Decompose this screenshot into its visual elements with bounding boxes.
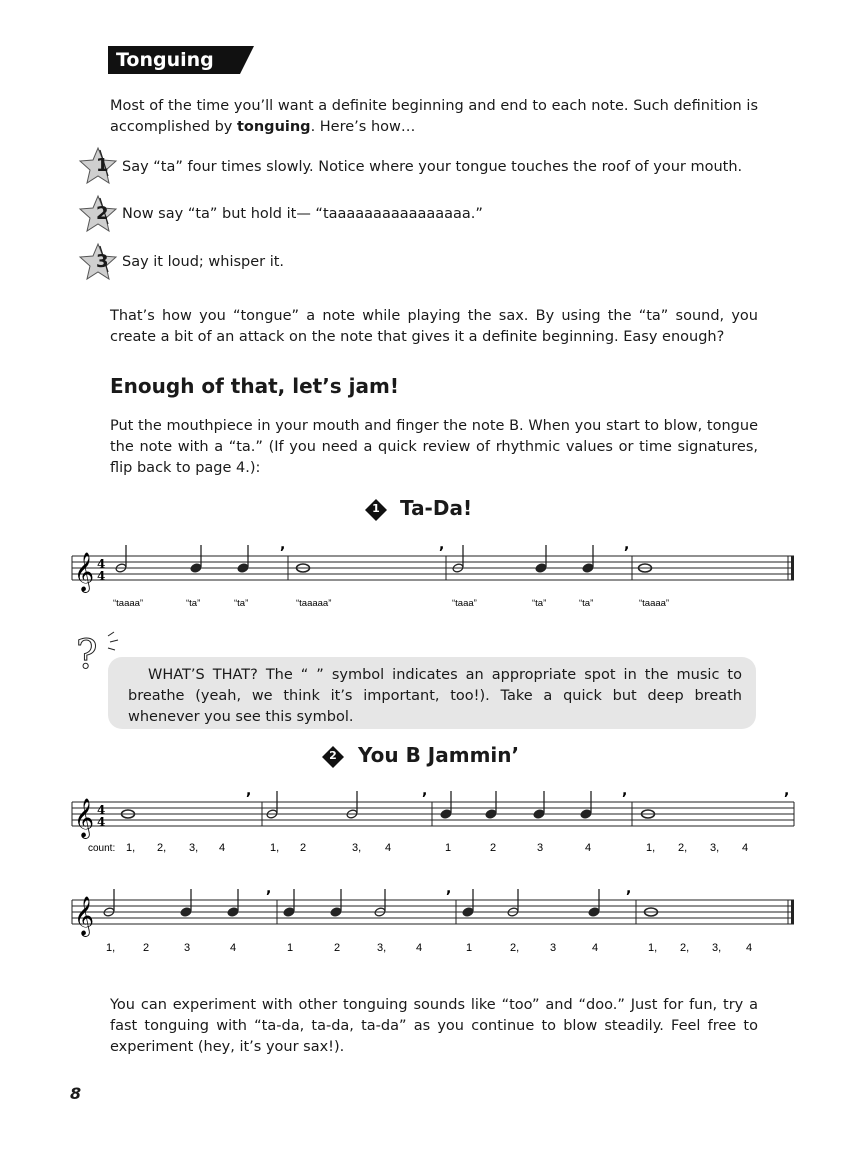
lyric: “taaa” [452,598,477,609]
step-number: 1 [96,155,109,176]
time-signature-top: 4 [97,557,106,571]
quarter-note [580,809,592,819]
quarter-note [588,907,600,917]
breath-mark-icon: , [246,783,252,799]
count: 2, [157,842,167,854]
breath-mark-icon: , [266,881,272,897]
breath-mark-icon: , [784,783,790,799]
count: 3 [537,842,544,854]
lyric: “taaaa” [639,598,670,609]
treble-clef-icon: 𝄞 [74,552,95,592]
time-signature-bottom: 4 [97,815,106,829]
jam-heading: Enough of that, let’s jam! [110,374,399,398]
jam-paragraph: Put the mouthpiece in your mouth and finger the note B. When you start to blow, tongue the note with a “ta.” (If you need a quick review of rhythmic values or time signatures, flip back to page 4.): [110,418,758,476]
count: 2, [678,842,688,854]
step-number: 2 [96,203,109,224]
count: 4 [585,842,592,854]
count: 4 [219,842,226,854]
intro-text-before: Most of the time you’ll want a definite beginning and end to each note. Such definition is accomplished by [110,98,758,135]
count: 3, [710,842,720,854]
song-number: 2 [329,749,337,762]
intro-bold-term: tonguing [236,119,311,135]
count: 2 [300,842,307,854]
breath-mark-icon: , [446,881,452,897]
breath-mark-icon: , [622,783,628,799]
step-number: 3 [96,251,109,272]
quarter-note [462,907,474,917]
quarter-note [330,907,342,917]
treble-clef-icon: 𝄞 [74,798,95,838]
song-number: 1 [372,502,380,515]
breath-mark-icon: , [280,537,286,553]
count: 1, [646,842,656,854]
count: 4 [592,942,599,954]
count: 3, [189,842,199,854]
step-3-text: Say it loud; whisper it. [122,254,285,270]
lyric: “taaaaa” [296,598,332,609]
count: 1, [270,842,280,854]
breath-mark-icon: , [439,537,445,553]
breath-mark-icon: , [624,537,630,553]
lyric: “ta” [579,598,594,609]
count: 3 [184,942,191,954]
count: 2 [334,942,341,954]
count: 4 [230,942,237,954]
song-2-title: You B Jammin’ [358,743,520,767]
tonguing-explanation: That’s how you “tongue” a note while playing the sax. By using the “ta” sound, you create a bit of an attack on the note that gives it a definite beginning. Easy enough? [110,308,758,345]
count: 4 [742,842,749,854]
count: 3, [352,842,362,854]
quarter-note [485,809,497,819]
count: 2, [510,942,520,954]
tip-text: WHAT’S THAT? The “ ” symbol indicates an appropriate spot in the music to breathe (yeah, we think it’s important, too!). Take a quick but deep breath whenever you see this symbol. [128,667,742,725]
quarter-note [227,907,239,917]
count: 1, [126,842,136,854]
page-number: 8 [70,1084,82,1103]
step-2-text: Now say “ta” but hold it— “taaaaaaaaaaaaaaaa.” [122,206,483,222]
count: 1 [466,942,473,954]
treble-clef-icon: 𝄞 [74,896,95,936]
quarter-note [180,907,192,917]
count: 2 [490,842,497,854]
quarter-note [440,809,452,819]
step-1-text: Say “ta” four times slowly. Notice where your tongue touches the roof of your mouth. [122,159,743,175]
lyric: “ta” [234,598,249,609]
time-signature-top: 4 [97,803,106,817]
time-signature-bottom: 4 [97,569,106,583]
song-1-title: Ta-Da! [400,496,473,520]
lyric: “ta” [186,598,201,609]
count: 3, [712,942,722,954]
quarter-note [283,907,295,917]
count: 1 [287,942,294,954]
intro-text-after: . Here’s how… [310,119,416,135]
count: 4 [746,942,753,954]
count: 1, [648,942,658,954]
svg-text:?: ? [76,632,98,678]
lyric: “ta” [532,598,547,609]
count-label: count: [88,843,116,854]
breath-mark-icon: , [422,783,428,799]
count: 4 [385,842,392,854]
count: 1 [445,842,452,854]
section-title: Tonguing [116,49,214,71]
count: 3, [377,942,387,954]
closing-paragraph: You can experiment with other tonguing sounds like “too” and “doo.” Just for fun, try a fast tonguing with “ta-da, ta-da, ta-da” as you continue to blow steadily. Feel free to experiment (hey, it’s your sax!). [110,997,758,1055]
quarter-note [533,809,545,819]
lyric: “taaaa” [113,598,144,609]
breath-mark-icon: , [626,881,632,897]
count: 2 [143,942,150,954]
count: 1, [106,942,116,954]
count: 3 [550,942,557,954]
count: 2, [680,942,690,954]
count: 4 [416,942,423,954]
